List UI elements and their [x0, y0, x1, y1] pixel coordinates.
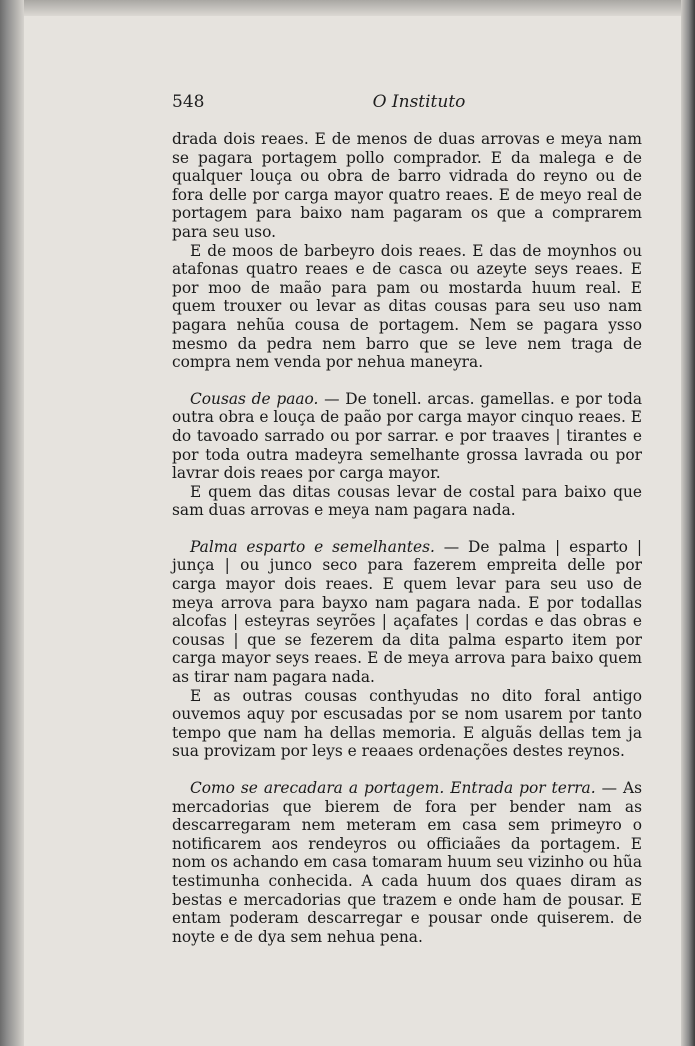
section-heading: Cousas de paao.: [190, 389, 319, 408]
paragraph: E quem das ditas cousas levar de costal para baixo que sam duas arrovas e meya nam pagara nada.: [172, 482, 642, 520]
section-paragraph: [172, 538, 642, 687]
section-gap: [172, 761, 642, 779]
running-title: O Instituto: [372, 92, 466, 112]
section-paragraph: [172, 390, 642, 483]
section-gap: [172, 372, 642, 390]
page-header: [172, 92, 642, 118]
section-gap: [172, 520, 642, 538]
section-text: — As mercadorias que bierem de fora per bender nam as descarregaram nem meteram em casa sem primeyro o notificarem aos rendeyros ou officiaães da portagem. E nom os achando em casa tomaram huum seu vizinho ou hũa testimunha conhecida. A cada huum dos quaes diram as bestas e mercadorias que trazem e onde ham de pousar. E entam poderam descarregar e pousar onde quiserem. de noyte e de dya sem nehua pena.: [172, 779, 642, 946]
paragraph: E as outras cousas conthyudas no dito foral antigo ouvemos aquy por escusadas por se nom usarem por tanto tempo que nam ha dellas memoria. E alguãs dellas tem ja sua provizam por leys e reaaes ordenações destes reynos.: [172, 686, 642, 761]
page-right-edge: [681, 0, 695, 1046]
page-top-edge: [24, 0, 681, 16]
page-number: 548: [172, 92, 205, 112]
body-text: [172, 130, 642, 946]
paragraph: E de moos de barbeyro dois reaes. E das de moynhos ou atafonas quatro reaes e de casca ou azeyte seys reaes. E por moo de maão para pam ou mostarda huum real. E quem trouxer ou levar as ditas cousas para seu uso nam pagara nehũa cousa de portagem. Nem se pagara ysso mesmo da pedra nem barro que se leve nem traga de compra nem venda por nehua maneyra.: [172, 241, 642, 372]
section-heading: Como se arecadara a portagem. Entrada por terra.: [190, 779, 596, 797]
paragraph: drada dois reaes. E de menos de duas arrovas e meya nam se pagara portagem pollo comprador. E da malega e de qualquer louça ou obra de barro vidrada do reyno ou de fora delle por carga mayor quatro reaes. E de meyo real de portagem para baixo nam pagaram os que a comprarem para seu uso.: [172, 130, 642, 241]
section-text: — De palma | esparto | junça | ou junco seco para fazerem empreita delle por carga mayor dois reaes. E quem levar para seu uso de meya arrova para bayxo nam pagara nada. E por todallas alcofas | esteyras seyrões | açafates | cordas e das obras e cousas | que se fezerem da dita palma esparto item por carga mayor seys reaes. E de meya arrova para baixo quem as tirar nam pagara nada.: [172, 537, 642, 687]
section-text: — De tonell. arcas. gamellas. e por toda outra obra e louça de paão por carga mayor cinquo reaes. E do tavoado sarrado ou por sarrar. e por traaves | tirantes e por toda outra madeyra semelhante grossa lavrada ou por lavrar dois reaes por carga mayor.: [172, 389, 643, 483]
section-heading: Palma esparto e semelhantes.: [190, 537, 435, 556]
page-binding-edge: [0, 0, 24, 1046]
section-paragraph: [172, 779, 642, 946]
